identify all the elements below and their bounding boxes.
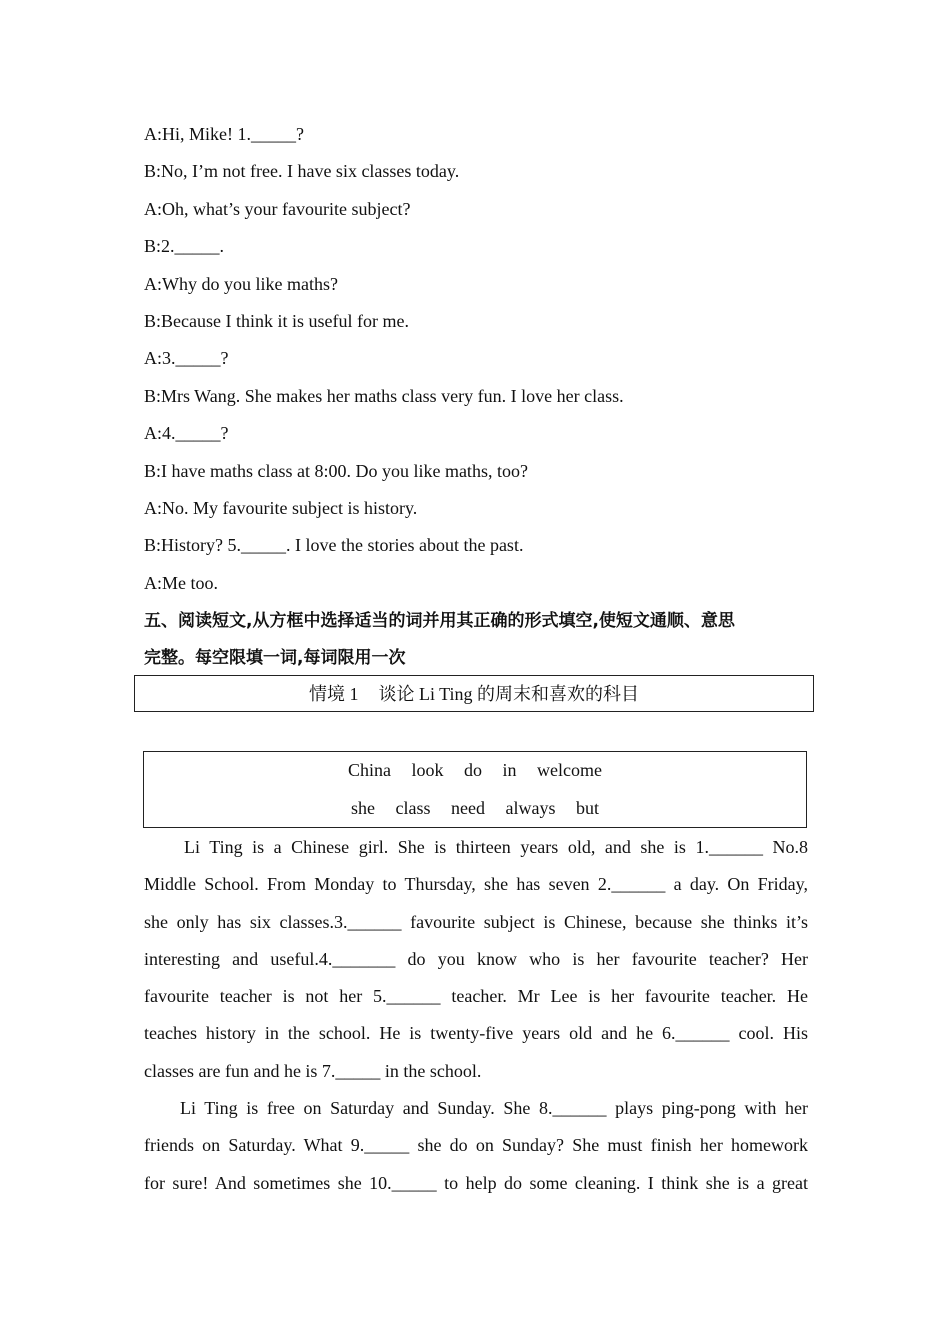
word-bank-item: need — [451, 798, 485, 818]
dialogue-line: A:No. My favourite subject is history. — [144, 497, 418, 518]
word-bank-item: welcome — [537, 760, 602, 780]
word-bank-item: class — [395, 798, 431, 818]
dialogue-section — [144, 120, 824, 606]
dialogue-line: B:Mrs Wang. She makes her maths class very fun. I love her class. — [144, 385, 624, 406]
heading-line: 五、阅读短文,从方框中选择适当的词并用其正确的形式填空,使短文通顺、意思 — [144, 611, 735, 631]
dialogue-line: A:3._____? — [144, 348, 229, 369]
scene-box — [134, 675, 814, 712]
word-bank-item: look — [411, 760, 444, 780]
passage-line: favourite teacher is not her 5.______ teacher. Mr Lee is her favourite teacher. He — [144, 986, 808, 1007]
word-bank-item: she — [351, 798, 375, 818]
word-bank-item: in — [502, 760, 517, 780]
passage-line: for sure! And sometimes she 10._____ to help do some cleaning. I think she is a great — [144, 1172, 808, 1193]
passage-line: Li Ting is a Chinese girl. She is thirteen years old, and she is 1.______ No.8 — [184, 837, 808, 857]
dialogue-line: B:Because I think it is useful for me. — [144, 310, 409, 331]
dialogue-line: A:Oh, what’s your favourite subject? — [144, 198, 411, 219]
passage-line: teaches history in the school. He is twenty-five years old and he 6.______ cool. His — [144, 1023, 808, 1044]
dialogue-line: A:Why do you like maths? — [144, 273, 338, 294]
word-bank-row — [144, 798, 806, 819]
passage-line: she only has six classes.3.______ favourite subject is Chinese, because she thinks it’s — [144, 911, 808, 932]
dialogue-line: B:No, I’m not free. I have six classes today. — [144, 161, 460, 182]
word-bank — [143, 751, 807, 828]
word-bank-item: but — [575, 798, 599, 818]
scene-title: 谈论 Li Ting 的周末和喜欢的科目 — [378, 684, 640, 704]
word-bank-item: do — [464, 760, 483, 780]
passage-line: Li Ting is free on Saturday and Sunday. She 8.______ plays ping-pong with her — [180, 1098, 808, 1119]
word-bank-item: always — [505, 798, 556, 818]
dialogue-line: B:I have maths class at 8:00. Do you like maths, too? — [144, 460, 528, 481]
dialogue-line: A:4._____? — [144, 423, 229, 444]
heading-line: 完整。每空限填一词,每词限用一次 — [144, 648, 406, 668]
dialogue-line: A:Me too. — [144, 572, 218, 593]
word-bank-row — [144, 760, 806, 781]
dialogue-line: A:Hi, Mike! 1._____? — [144, 124, 304, 144]
reading-passage — [144, 829, 808, 1202]
dialogue-line: B:2._____. — [144, 236, 225, 257]
passage-line: classes are fun and he is 7._____ in the school. — [144, 1060, 482, 1081]
passage-line: Middle School. From Monday to Thursday, she has seven 2.______ a day. On Friday, — [144, 874, 808, 895]
scene-label: 情境 1 — [308, 684, 359, 704]
dialogue-line: B:History? 5._____. I love the stories about the past. — [144, 535, 524, 556]
word-bank-item: China — [348, 760, 391, 780]
passage-line: friends on Saturday. What 9._____ she do on Sunday? She must finish her homework — [144, 1135, 808, 1156]
section-five-heading — [144, 603, 812, 677]
passage-line: interesting and useful.4._______ do you know who is her favourite teacher? Her — [144, 948, 808, 969]
